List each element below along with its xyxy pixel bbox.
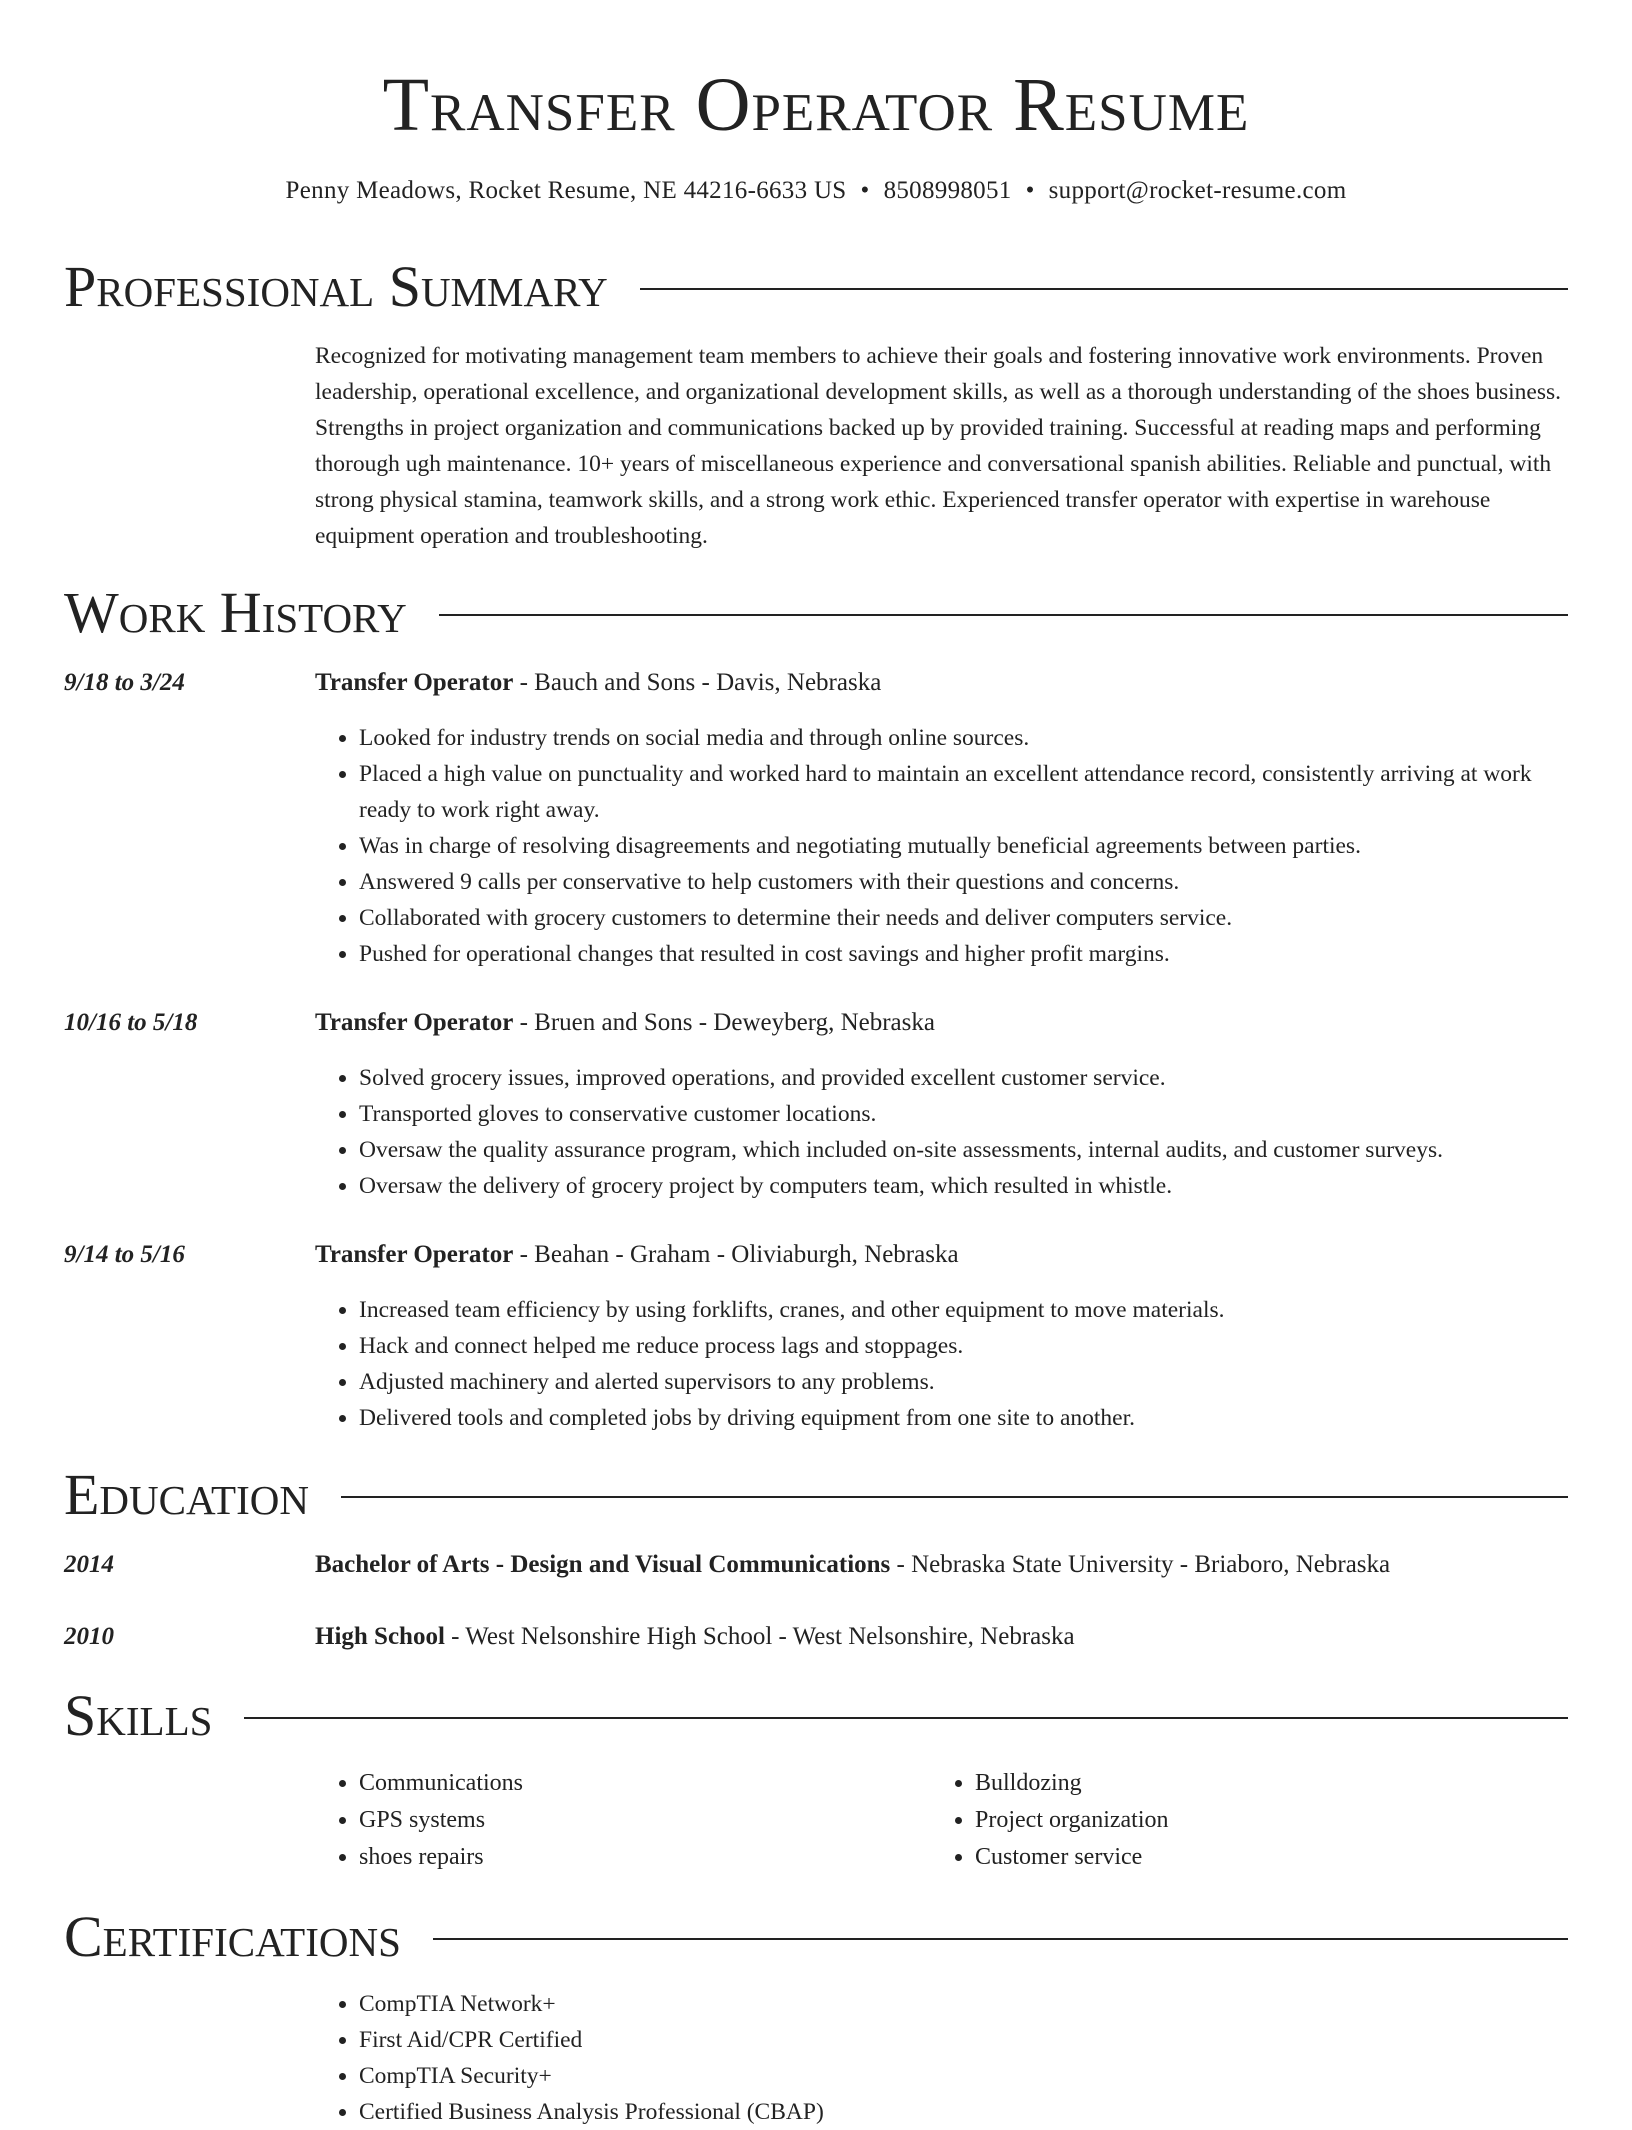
list-item: • Oversaw the delivery of grocery project by computers team, which resulted in whistle. <box>359 1168 1568 1204</box>
job-title: Transfer Operator <box>315 669 514 696</box>
list-item: • Collaborated with grocery customers to determine their needs and deliver computers service. <box>359 900 1568 936</box>
section-title: Certifications <box>64 1904 401 1969</box>
contact-line <box>0 174 1632 208</box>
job-title: Transfer Operator <box>315 1009 514 1036</box>
list-item: • Was in charge of resolving disagreements and negotiating mutually beneficial agreements between parties. <box>359 828 1568 864</box>
skills-list-right <box>931 1765 1491 1876</box>
section-rule <box>244 1717 1568 1719</box>
education-details: - West Nelsonshire High School - West Nelsonshire, Nebraska <box>444 1623 1075 1650</box>
section-title: Work History <box>64 580 407 645</box>
job-heading <box>315 1006 935 1040</box>
summary-text: Recognized for motivating management team members to achieve their goals and fostering innovative work environments. Proven leadership, operational excellence, and organizational development skills, as well as a thorough understanding of the shoes business. Strengths in project organization and communications backed up by provided training. Successful at reading maps and performing thorough ugh maintenance. 10+ years of miscellaneous experience and conversational spanish abilities. Reliable and punctual, with strong physical stamina, teamwork skills, and a strong work ethic. Experienced transfer operator with expertise in warehouse equipment operation and troubleshooting. <box>315 343 1562 549</box>
certifications-list <box>315 1986 1568 2130</box>
job-bullet-list <box>315 1292 1568 1436</box>
section-rule <box>433 1938 1568 1940</box>
list-item: • Hack and connect helped me reduce process lags and stoppages. <box>359 1328 1568 1364</box>
list-item: • Bulldozing <box>975 1765 1491 1802</box>
contact-separator: • <box>1025 177 1035 204</box>
list-item: • Looked for industry trends on social media and through online sources. <box>359 720 1568 756</box>
section-rule <box>341 1496 1568 1498</box>
section-title: Skills <box>64 1683 213 1748</box>
job-bullet-list <box>315 720 1568 972</box>
education-details: - Nebraska State University - Briaboro, Nebraska <box>890 1551 1391 1578</box>
job-dates: 10/16 to 5/18 <box>64 1009 198 1036</box>
section-title: Professional Summary <box>64 254 608 319</box>
list-item: • Communications <box>359 1765 875 1802</box>
list-item: • Transported gloves to conservative customer locations. <box>359 1096 1568 1132</box>
section-rule <box>439 614 1568 616</box>
list-item: • Answered 9 calls per conservative to help customers with their questions and concerns. <box>359 864 1568 900</box>
education-heading <box>315 1620 1075 1654</box>
job-heading <box>315 1238 959 1272</box>
list-item: • Placed a high value on punctuality and worked hard to maintain an excellent attendance record, consistently arriving at work ready to work right away. <box>359 756 1568 828</box>
job-title: Transfer Operator <box>315 1241 514 1268</box>
section-heading-education <box>64 1460 1568 1530</box>
section-title: Education <box>64 1462 309 1527</box>
job-dates: 9/14 to 5/16 <box>64 1241 185 1268</box>
list-item: • Project organization <box>975 1802 1491 1839</box>
list-item: • CompTIA Security+ <box>359 2058 1568 2094</box>
list-item: • Pushed for operational changes that resulted in cost savings and higher profit margins. <box>359 936 1568 972</box>
education-year: 2010 <box>64 1623 114 1650</box>
contact-address: Penny Meadows, Rocket Resume, NE 44216-6633 US <box>285 177 847 204</box>
list-item: • First Aid/CPR Certified <box>359 2022 1568 2058</box>
list-item: • Increased team efficiency by using forklifts, cranes, and other equipment to move materials. <box>359 1292 1568 1328</box>
education-degree: Bachelor of Arts - Design and Visual Communications <box>315 1551 891 1578</box>
section-heading-skills <box>64 1681 1568 1751</box>
education-year: 2014 <box>64 1551 114 1578</box>
job-heading <box>315 666 881 700</box>
list-item: • shoes repairs <box>359 1839 875 1876</box>
job-details: - Bauch and Sons - Davis, Nebraska <box>513 669 882 696</box>
resume-title: Transfer Operator Resume <box>382 63 1250 147</box>
list-item: • Certified Business Analysis Professional (CBAP) <box>359 2094 1568 2130</box>
section-heading-work-history <box>64 578 1568 648</box>
section-rule <box>640 288 1568 290</box>
list-item: • Customer service <box>975 1839 1491 1876</box>
job-details: - Beahan - Graham - Oliviaburgh, Nebraska <box>513 1241 959 1268</box>
contact-phone: 8508998051 <box>883 177 1012 204</box>
list-item: • Solved grocery issues, improved operations, and provided excellent customer service. <box>359 1060 1568 1096</box>
job-dates: 9/18 to 3/24 <box>64 669 185 696</box>
contact-separator: • <box>860 177 870 204</box>
contact-email: support@rocket-resume.com <box>1048 177 1347 204</box>
skills-list-left <box>315 1765 875 1876</box>
section-heading-summary <box>64 252 1568 322</box>
list-item: • CompTIA Network+ <box>359 1986 1568 2022</box>
list-item: • GPS systems <box>359 1802 875 1839</box>
education-degree: High School <box>315 1623 445 1650</box>
job-details: - Bruen and Sons - Deweyberg, Nebraska <box>513 1009 935 1036</box>
list-item: • Adjusted machinery and alerted supervisors to any problems. <box>359 1364 1568 1400</box>
job-bullet-list <box>315 1060 1568 1204</box>
list-item: • Oversaw the quality assurance program, which included on-site assessments, internal audits, and customer surveys. <box>359 1132 1568 1168</box>
education-heading <box>315 1548 1390 1582</box>
list-item: • Delivered tools and completed jobs by driving equipment from one site to another. <box>359 1400 1568 1436</box>
section-heading-certifications <box>64 1902 1568 1972</box>
